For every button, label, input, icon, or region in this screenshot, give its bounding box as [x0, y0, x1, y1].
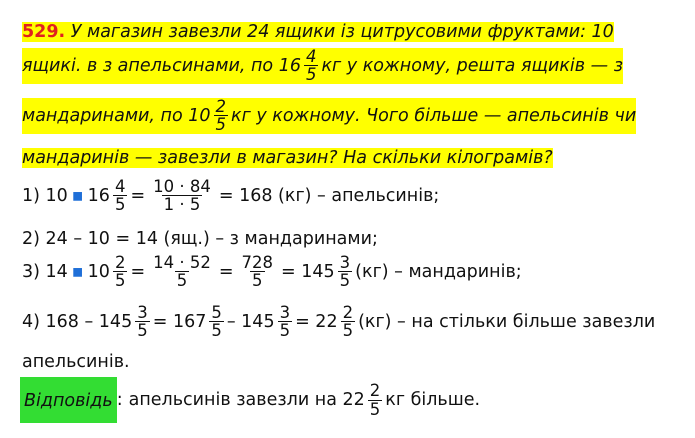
multiply-dot-icon: ▪: [71, 261, 84, 282]
problem-text-2b: кг у кожному, решта ящиків — з: [321, 55, 624, 76]
step-text: 3) 14: [22, 261, 68, 282]
fraction-denominator: 5: [305, 65, 317, 85]
problem-text-4: мандаринів — завезли в магазин? На скільки кілограмів?: [22, 148, 553, 168]
fraction-denominator: 1 · 5: [163, 195, 201, 215]
problem-highlight-2: [22, 48, 623, 84]
step-text: = 22: [295, 311, 338, 332]
step-text: (кг) – мандаринів;: [355, 261, 522, 282]
problem-line-4: [22, 148, 553, 168]
answer-label: Відповідь: [24, 391, 113, 411]
fraction-numerator: 5: [211, 303, 222, 322]
solution-step-4: [22, 304, 655, 340]
step-text: =: [218, 261, 234, 282]
fraction: [113, 178, 128, 214]
problem-text-3b: кг у кожному. Чого більше — апельсинів чи: [231, 105, 637, 126]
fraction: [209, 304, 224, 340]
step-text: 1) 10: [22, 185, 68, 206]
step-text: апельсинів.: [22, 352, 130, 372]
fraction-denominator: 5: [215, 115, 227, 135]
step-text: =: [130, 185, 146, 206]
answer-tail: кг більше.: [385, 390, 481, 410]
solution-step-3: [22, 254, 522, 290]
fraction-denominator: 5: [339, 271, 351, 291]
fraction-numerator: 3: [279, 303, 291, 322]
fraction: [368, 382, 383, 418]
solution-step-4-cont: [22, 352, 130, 372]
fraction-numerator: 2: [369, 381, 381, 401]
step-text: 4) 168 – 145: [22, 311, 133, 332]
fraction: [304, 48, 319, 84]
fraction: [151, 254, 213, 290]
fraction-numerator: 2: [342, 303, 354, 322]
solution-step-1: [22, 178, 439, 214]
problem-number: 529.: [22, 22, 66, 42]
answer-label-box: [20, 377, 117, 423]
fraction: [214, 98, 229, 134]
fraction-denominator: 5: [369, 399, 381, 419]
fraction-numerator: 14 · 52: [153, 253, 211, 272]
step-text: =: [130, 261, 146, 282]
step-text: = 167: [152, 311, 207, 332]
fraction-numerator: 2: [215, 97, 227, 116]
fraction-numerator: 3: [339, 253, 351, 272]
fraction-numerator: 10 · 84: [153, 177, 211, 196]
step-text: 10: [87, 261, 110, 282]
problem-line-3: [22, 98, 636, 134]
step-text: = 145: [281, 261, 335, 282]
step-text: 16: [87, 185, 110, 206]
fraction: [113, 254, 128, 290]
fraction: [240, 254, 276, 290]
fraction: [341, 304, 356, 340]
fraction-numerator: 4: [114, 177, 126, 196]
step-text: = 168 (кг) – апельсинів;: [218, 185, 440, 206]
fraction-denominator: 5: [252, 271, 263, 291]
problem-text-1: У магазин завезли 24 ящики із цитрусовими фруктами: 10: [70, 22, 614, 42]
fraction-denominator: 5: [114, 271, 126, 291]
problem-line-1: [22, 22, 614, 42]
answer-line: [20, 377, 480, 423]
answer-colon: :: [116, 390, 123, 410]
fraction-denominator: 5: [342, 321, 354, 341]
fraction-numerator: 2: [114, 253, 126, 272]
problem-highlight-3: [22, 98, 636, 134]
fraction: [135, 304, 150, 340]
fraction-denominator: 5: [114, 195, 126, 215]
fraction-denominator: 5: [211, 321, 222, 341]
fraction-numerator: 3: [137, 303, 148, 322]
problem-line-2: [22, 48, 623, 84]
fraction-denominator: 5: [137, 321, 148, 341]
fraction: [338, 254, 353, 290]
step-text: – 145: [226, 311, 275, 332]
problem-text-3a: мандаринами, по 10: [22, 105, 211, 126]
multiply-dot-icon: ▪: [71, 185, 84, 206]
problem-text-2a: ящикі. в з апельсинами, по 16: [22, 55, 301, 76]
fraction: [278, 304, 293, 340]
problem-highlight-1: [22, 22, 614, 42]
fraction-numerator: 4: [305, 47, 317, 66]
step-text: 2) 24 – 10 = 14 (ящ.) – з мандаринами;: [22, 229, 378, 249]
fraction-denominator: 5: [176, 271, 188, 291]
answer-text: апельсинів завезли на 22: [128, 390, 365, 410]
fraction: [151, 178, 213, 214]
fraction-numerator: 728: [241, 253, 274, 272]
step-text: (кг) – на стільки більше завезли: [358, 311, 656, 332]
fraction-denominator: 5: [279, 321, 291, 341]
solution-step-2: [22, 229, 378, 249]
